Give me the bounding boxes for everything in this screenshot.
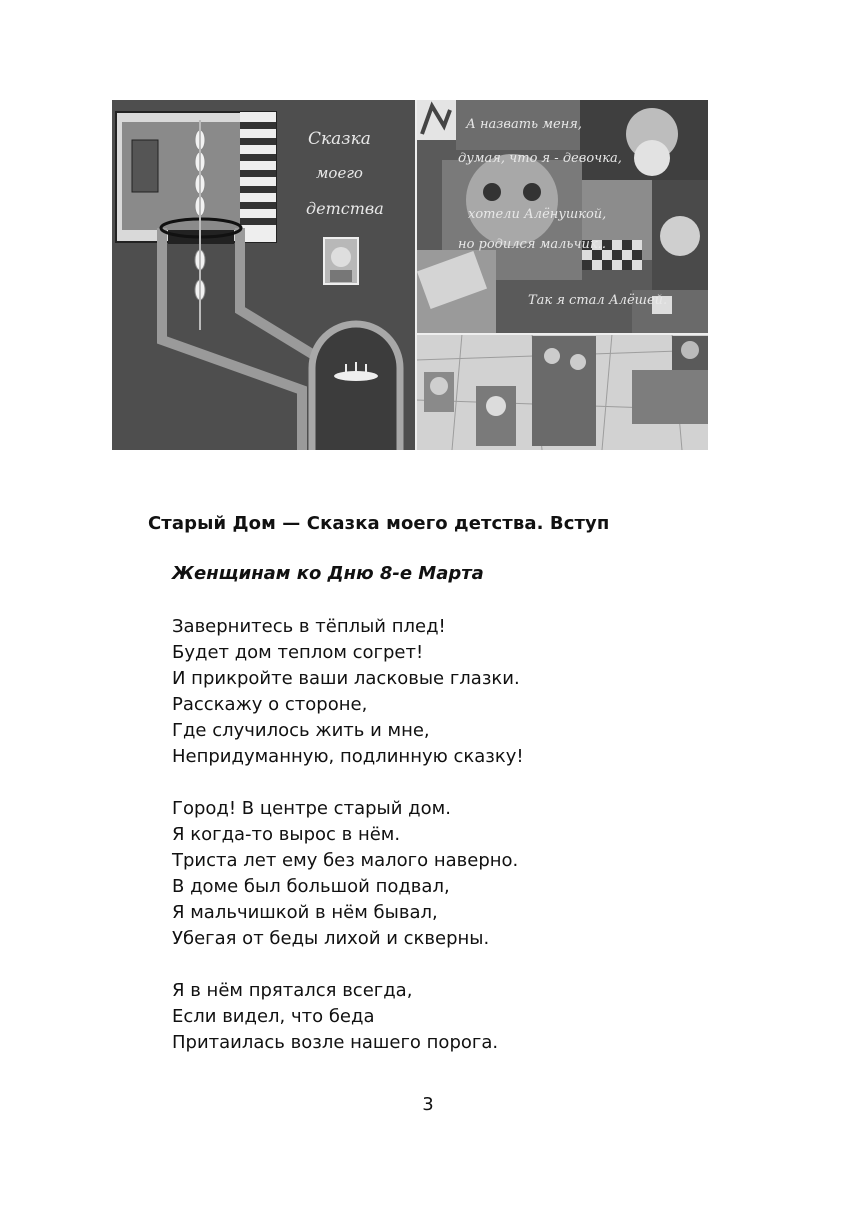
svg-text:Сказка [308, 129, 371, 149]
poem-line: Я в нём прятался всегда, [172, 980, 413, 1001]
svg-text:хотели Алёнушкой, [468, 207, 606, 222]
left-caption-2: моего [316, 164, 363, 182]
cover-illustration [112, 100, 708, 450]
poem-line: Где случилось жить и мне, [172, 720, 430, 741]
poem-line: Будет дом теплом согрет! [172, 642, 424, 663]
svg-text:Так я стал Алёшей. [528, 293, 667, 308]
left-caption-1: Сказка [308, 129, 371, 149]
poem-line: Завернитесь в тёплый плед! [172, 616, 446, 637]
page-number: 3 [422, 1094, 434, 1115]
dedication-subtitle: Женщинам ко Дню 8-е Марта [172, 563, 484, 584]
right-caption-2: думая, что я - девочка, [458, 151, 622, 166]
right-caption-4: но родился мальчик.. [458, 237, 606, 252]
page-title: Старый Дом — Сказка моего детства. Вступ [148, 513, 610, 534]
right-caption-1: А назвать меня, [466, 117, 583, 132]
poem-body [172, 614, 524, 1082]
house-stripes [240, 112, 276, 242]
poem-line: Расскажу о стороне, [172, 694, 368, 715]
poem-line: Триста лет ему без малого наверно. [172, 850, 519, 871]
poem-line: Я когда-то вырос в нём. [172, 824, 401, 845]
poem-line: И прикройте ваши ласковые глазки. [172, 668, 520, 689]
stanza [172, 614, 524, 770]
poem-line: Я мальчишкой в нём бывал, [172, 902, 438, 923]
svg-text:детства [306, 199, 384, 218]
poem-line: Убегая от беды лихой и скверны. [172, 928, 490, 949]
stanza [172, 978, 524, 1056]
poem-line: Город! В центре старый дом. [172, 798, 451, 819]
poem-line: Притаилась возле нашего порога. [172, 1032, 499, 1053]
poem-line: В доме был большой подвал, [172, 876, 450, 897]
svg-text:думая, что я - девочка, [458, 151, 622, 166]
stanza [172, 796, 524, 952]
poem-line: Непридуманную, подлинную сказку! [172, 746, 524, 767]
poem-line: Если видел, что беда [172, 1006, 375, 1027]
left-caption-3: детства [306, 199, 384, 218]
svg-text:моего [316, 164, 363, 182]
svg-text:но родился мальчик.. [458, 237, 606, 252]
right-caption-5: Так я стал Алёшей. [528, 293, 668, 308]
svg-text:А назвать меня, [465, 117, 582, 132]
right-caption-3: хотели Алёнушкой, [468, 207, 607, 222]
